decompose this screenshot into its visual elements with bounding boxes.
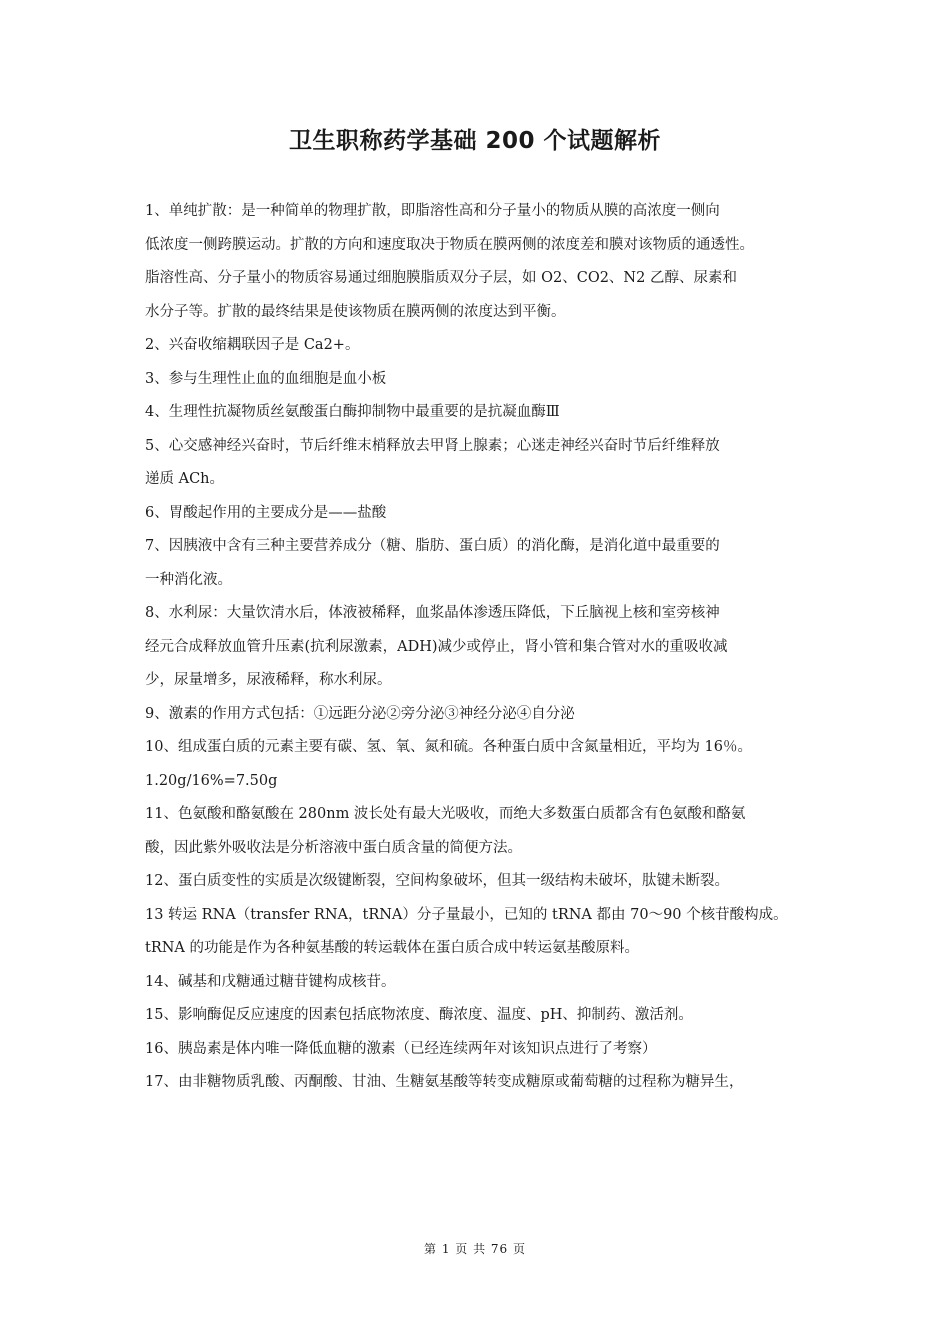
text-line: 16、胰岛素是体内唯一降低血糖的激素（已经连续两年对该知识点进行了考察） bbox=[145, 1040, 657, 1057]
text-line: 一种消化液。 bbox=[145, 571, 232, 588]
text-line: 9、激素的作用方式包括：①远距分泌②旁分泌③神经分泌④自分泌 bbox=[145, 705, 575, 722]
text-line: 水分子等。扩散的最终结果是使该物质在膜两侧的浓度达到平衡。 bbox=[145, 303, 566, 320]
text-line: 11、色氨酸和酪氨酸在 280nm 波长处有最大光吸收，而绝大多数蛋白质都含有色氨酸和酪氨 bbox=[145, 806, 746, 822]
text-line: 13 转运 RNA（transfer RNA，tRNA）分子量最小，已知的 tRNA 都由 70～90 个核苷酸构成。 bbox=[145, 906, 788, 923]
text-line: 脂溶性高、分子量小的物质容易通过细胞膜脂质双分子层，如 O2、CO2、N2 乙醇、尿素和 bbox=[145, 270, 737, 286]
text-line: 递质 ACh。 bbox=[145, 471, 225, 487]
text-line: 4、生理性抗凝物质丝氨酸蛋白酶抑制物中最重要的是抗凝血酶Ⅲ bbox=[145, 404, 560, 420]
text-line: 15、影响酶促反应速度的因素包括底物浓度、酶浓度、温度、pH、抑制药、激活剂。 bbox=[145, 1007, 693, 1023]
text-line: 3、参与生理性止血的血细胞是血小板 bbox=[145, 370, 387, 387]
text-line: 1、单纯扩散：是一种简单的物理扩散，即脂溶性高和分子量小的物质从膜的高浓度一侧向 bbox=[145, 203, 720, 219]
text-line: 1.20g/16%=7.50g bbox=[145, 772, 278, 789]
text-line: 12、蛋白质变性的实质是次级键断裂，空间构象破坏，但其一级结构未破坏，肽键未断裂。 bbox=[145, 873, 729, 889]
text-line: 少，尿量增多，尿液稀释，称水利尿。 bbox=[145, 672, 392, 688]
text-line: 2、兴奋收缩耦联因子是 Ca2+。 bbox=[145, 337, 360, 353]
text-line: 14、碱基和戊糖通过糖苷键构成核苷。 bbox=[145, 973, 396, 990]
text-line: 6、胃酸起作用的主要成分是——盐酸 bbox=[145, 504, 387, 521]
document-title: 卫生职称药学基础 200 个试题解析 bbox=[288, 128, 662, 154]
document-body bbox=[145, 200, 835, 1105]
text-line: 10、组成蛋白质的元素主要有碳、氢、氧、氮和硫。各种蛋白质中含氮量相近，平均为 16％。 bbox=[145, 739, 753, 755]
text-line: 低浓度一侧跨膜运动。扩散的方向和速度取决于物质在膜两侧的浓度差和膜对该物质的通透性。 bbox=[145, 236, 754, 253]
text-line: 酸，因此紫外吸收法是分析溶液中蛋白质含量的简便方法。 bbox=[145, 839, 522, 856]
text-line: 8、水利尿：大量饮清水后，体液被稀释，血浆晶体渗透压降低，下丘脑视上核和室旁核神 bbox=[145, 605, 720, 621]
text-line: 5、心交感神经兴奋时，节后纤维末梢释放去甲肾上腺素；心迷走神经兴奋时节后纤维释放 bbox=[145, 437, 720, 454]
text-line: tRNA 的功能是作为各种氨基酸的转运载体在蛋白质合成中转运氨基酸原料。 bbox=[145, 940, 640, 956]
text-line: 经元合成释放血管升压素(抗利尿激素，ADH)减少或停止，肾小管和集合管对水的重吸收减 bbox=[145, 638, 728, 655]
page-footer: 第 1 页 共 76 页 bbox=[424, 1242, 526, 1256]
text-line: 7、因胰液中含有三种主要营养成分（糖、脂肪、蛋白质）的消化酶，是消化道中最重要的 bbox=[145, 538, 720, 554]
text-line: 17、由非糖物质乳酸、丙酮酸、甘油、生糖氨基酸等转变成糖原或葡萄糖的过程称为糖异生， bbox=[145, 1074, 744, 1090]
